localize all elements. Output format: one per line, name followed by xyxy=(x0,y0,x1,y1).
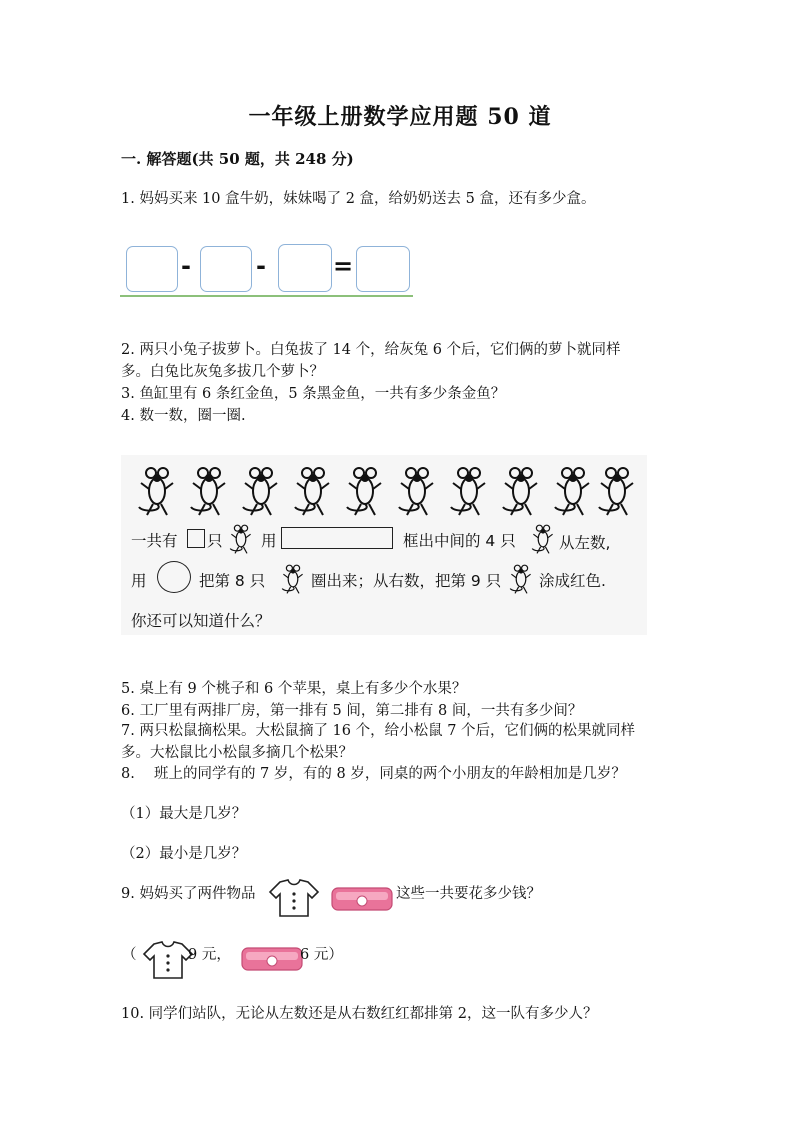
question-7-line-2: 多。大松鼠比小松鼠多摘几个松果？ xyxy=(121,745,353,761)
equals-sign: = xyxy=(333,252,354,280)
mouse-icon xyxy=(295,468,329,515)
mouse-icon xyxy=(191,468,225,515)
question-3: 3. 鱼缸里有 6 条红金鱼，5 条黑金鱼，一共有多少条金鱼？ xyxy=(121,386,506,402)
figure-text-use: 用 xyxy=(261,532,277,550)
shirt-icon xyxy=(266,876,322,920)
question-8: 8. 班上的同学有的 7 岁，有的 8 岁，同桌的两个小朋友的年龄相加是几岁？ xyxy=(121,766,626,782)
mouse-icon xyxy=(599,468,633,515)
figure-text-eighth: 把第 8 只 xyxy=(199,572,266,590)
question-9: 9. 妈妈买了两件物品 xyxy=(121,886,256,902)
pencil-case-icon xyxy=(240,944,306,976)
mouse-icon xyxy=(243,468,277,515)
answer-box-1 xyxy=(126,246,178,292)
question-8-sub-2: （2）最小是几岁？ xyxy=(121,846,247,862)
question-2-line-1: 2. 两只小兔子拔萝卜。白兔拔了 14 个，给灰兔 6 个后，它们俩的萝卜就同样 xyxy=(121,342,621,358)
question-1: 1. 妈妈买来 10 盒牛奶，妹妹喝了 2 盒，给奶奶送去 5 盒，还有多少盒。 xyxy=(121,191,596,207)
baseline-rule xyxy=(120,295,413,297)
question-7-line-1: 7. 两只松鼠摘松果。大松鼠摘了 16 个，给小松鼠 7 个后，它们俩的松果就同样 xyxy=(121,723,636,739)
question-10: 10. 同学们站队，无论从左数还是从右数红红都排第 2，这一队有多少人？ xyxy=(121,1006,598,1022)
figure-text-color-red: 涂成红色. xyxy=(539,572,606,590)
figure-text-from-left: 从左数, xyxy=(559,534,611,552)
page-title: 一年级上册数学应用题 50 道 xyxy=(248,104,552,130)
answer-box-3 xyxy=(278,244,332,292)
answer-box-4 xyxy=(356,246,410,292)
figure-text-what-else: 你还可以知道什么？ xyxy=(131,612,271,630)
question-4: 4. 数一数，圈一圈. xyxy=(121,408,246,424)
mouse-icon xyxy=(139,468,173,515)
mice-counting-figure xyxy=(121,455,647,635)
q9-price-open: （ xyxy=(122,947,137,963)
figure-text-frame-middle: 框出中间的 4 只 xyxy=(403,532,516,550)
q9-price-case: 6 元） xyxy=(300,947,343,963)
mice-row xyxy=(121,461,647,521)
question-2-line-2: 多。白兔比灰兔多拔几个萝卜？ xyxy=(121,364,324,380)
section-heading: 一. 解答题(共 50 题，共 248 分) xyxy=(121,150,354,168)
count-answer-box xyxy=(187,529,205,548)
figure-text-circle-right: 圈出来；从右数，把第 9 只 xyxy=(311,572,502,590)
circle-frame xyxy=(157,561,191,593)
mouse-icon xyxy=(451,468,485,515)
question-5: 5. 桌上有 9 个桃子和 6 个苹果，桌上有多少个水果？ xyxy=(121,681,467,697)
question-8-sub-1: （1）最大是几岁？ xyxy=(121,806,247,822)
minus-sign-2: - xyxy=(256,252,266,280)
figure-text-count-prefix: 一共有 xyxy=(131,532,178,550)
rectangle-frame xyxy=(281,527,393,549)
minus-sign-1: - xyxy=(181,252,191,280)
q9-price-shirt: 9 元， xyxy=(188,947,231,963)
mouse-icon xyxy=(347,468,381,515)
question-9-cost: 这些一共要花多少钱？ xyxy=(396,886,541,902)
answer-box-2 xyxy=(200,246,252,292)
figure-text-use-circle: 用 xyxy=(131,572,147,590)
figure-text-unit: 只 xyxy=(207,532,223,550)
mouse-icon xyxy=(555,468,589,515)
pencil-case-icon xyxy=(330,884,396,916)
mouse-icon xyxy=(503,468,537,515)
q1-equation-figure xyxy=(120,240,415,300)
question-6: 6. 工厂里有两排厂房，第一排有 5 间，第二排有 8 间，一共有多少间？ xyxy=(121,703,583,719)
mouse-icon xyxy=(399,468,433,515)
